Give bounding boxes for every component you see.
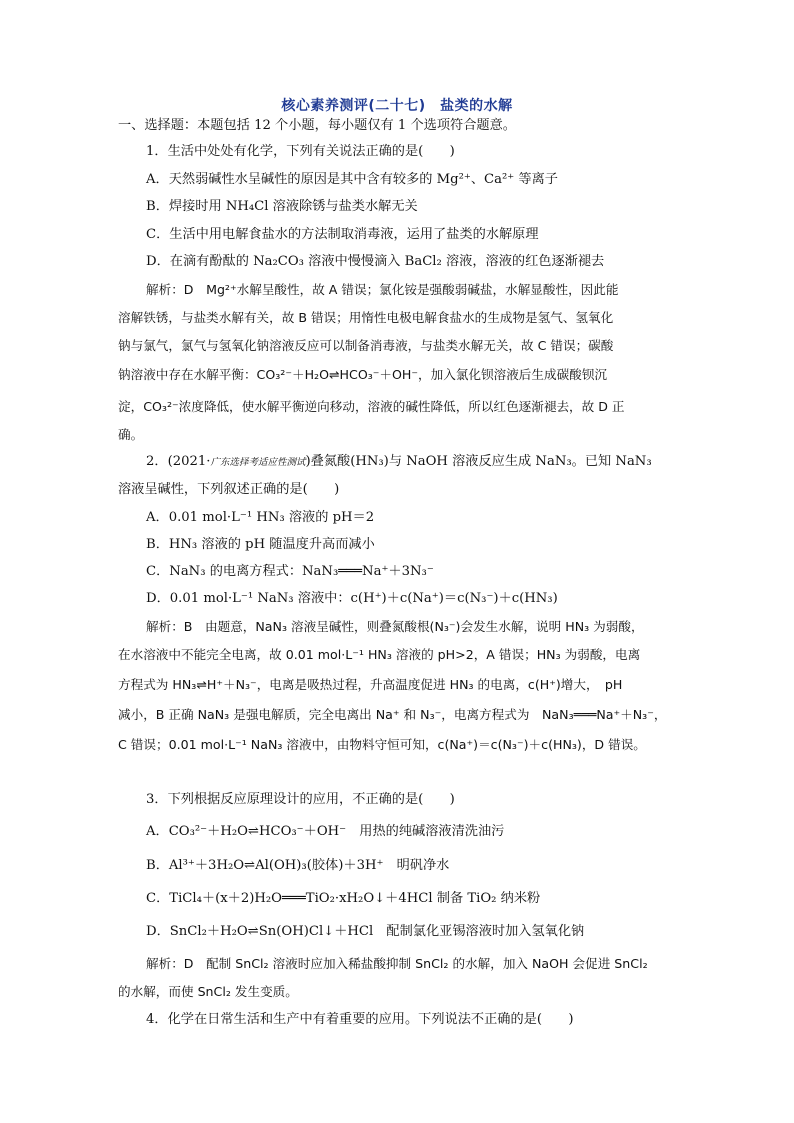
q3-option-b: B．Al³⁺＋3H₂O⇌Al(OH)₃(胶体)＋3H⁺ 明矾净水 bbox=[146, 858, 450, 873]
q1-explanation-line: 淀，CO₃²⁻浓度降低，使水解平衡逆向移动，溶液的碱性降低，所以红色逐渐褪去，故 D 正 bbox=[118, 399, 625, 414]
q1-option-a: A．天然弱碱性水呈碱性的原因是其中含有较多的 Mg²⁺、Ca²⁺ 等离子 bbox=[146, 172, 558, 187]
q1-explanation-line: 钠与氯气，氯气与氢氧化钠溶液反应可以制备消毒液，与盐类水解无关，故 C 错误；碳酸 bbox=[118, 338, 614, 353]
q3-stem: 3．下列根据反应原理设计的应用，不正确的是( ) bbox=[146, 792, 455, 807]
q2-source-tag: 广东选择考适应性测试 bbox=[210, 457, 306, 468]
q2-explanation-line: 减小，B 正确 NaN₃ 是强电解质，完全电离出 Na⁺ 和 N₃⁻，电离方程式为 NaN₃═══Na⁺＋N₃⁻， bbox=[118, 707, 667, 722]
q2-option-a: A．0.01 mol·L⁻¹ HN₃ 溶液的 pH＝2 bbox=[146, 510, 375, 525]
q3-explanation-line: 解析：D 配制 SnCl₂ 溶液时应加入稀盐酸抑制 SnCl₂ 的水解，加入 NaOH 会促进 SnCl₂ bbox=[146, 956, 648, 971]
q1-option-b: B．焊接时用 NH₄Cl 溶液除锈与盐类水解无关 bbox=[146, 199, 418, 214]
section-heading: 一、选择题：本题包括 12 个小题，每小题仅有 1 个选项符合题意。 bbox=[118, 118, 516, 133]
q2-explanation-line: 在水溶液中不能完全电离，故 0.01 mol·L⁻¹ HN₃ 溶液的 pH>2，A 错误；HN₃ 为弱酸，电离 bbox=[118, 647, 641, 662]
q2-option-c: C．NaN₃ 的电离方程式：NaN₃═══Na⁺＋3N₃⁻ bbox=[146, 564, 434, 579]
q2-option-b: B．HN₃ 溶液的 pH 随温度升高而减小 bbox=[146, 537, 375, 552]
q1-explanation-line: 溶解铁锈，与盐类水解有关，故 B 错误；用惰性电极电解食盐水的生成物是氢气、氢氧化 bbox=[118, 310, 614, 325]
q2-stem bbox=[146, 453, 652, 472]
q3-option-d: D．SnCl₂＋H₂O⇌Sn(OH)Cl↓＋HCl 配制氯化亚锡溶液时加入氢氧化钠 bbox=[146, 924, 585, 939]
q1-option-d: D．在滴有酚酞的 Na₂CO₃ 溶液中慢慢滴入 BaCl₂ 溶液，溶液的红色逐渐褪去 bbox=[146, 254, 605, 269]
q2-explanation-line: C 错误；0.01 mol·L⁻¹ NaN₃ 溶液中，由物料守恒可知，c(Na⁺)＝c(N₃⁻)＋c(HN₃)，D 错误。 bbox=[118, 737, 646, 752]
q2-option-d: D．0.01 mol·L⁻¹ NaN₃ 溶液中：c(H⁺)＋c(Na⁺)＝c(N₃⁻)＋c(HN₃) bbox=[146, 591, 558, 606]
q1-stem: 1．生活中处处有化学，下列有关说法正确的是( ) bbox=[146, 144, 455, 159]
q3-explanation-line: 的水解，而使 SnCl₂ 发生变质。 bbox=[118, 984, 298, 999]
q1-option-c: C．生活中用电解食盐水的方法制取消毒液，运用了盐类的水解原理 bbox=[146, 227, 539, 242]
q2-stem-prefix: 2．(2021· bbox=[146, 454, 211, 469]
q1-explanation-line: 解析：D Mg²⁺水解呈酸性，故 A 错误；氯化铵是强酸弱碱盐，水解显酸性，因此能 bbox=[146, 282, 619, 297]
q1-explanation-line: 钠溶液中存在水解平衡：CO₃²⁻＋H₂O⇌HCO₃⁻＋OH⁻，加入氯化钡溶液后生成碳酸钡沉 bbox=[118, 367, 607, 382]
q2-stem-text: )叠氮酸(HN₃)与 NaOH 溶液反应生成 NaN₃。已知 NaN₃ bbox=[305, 454, 652, 469]
q1-explanation-line: 确。 bbox=[118, 427, 144, 442]
q2-explanation-line: 解析：B 由题意，NaN₃ 溶液呈碱性，则叠氮酸根(N₃⁻)会发生水解，说明 HN₃ 为弱酸， bbox=[146, 619, 644, 634]
q4-stem: 4．化学在日常生活和生产中有着重要的应用。下列说法不正确的是( ) bbox=[146, 1012, 574, 1027]
q2-stem-line2: 溶液呈碱性，下列叙述正确的是( ) bbox=[118, 482, 340, 497]
page-title: 核心素养测评(二十七) 盐类的水解 bbox=[281, 98, 513, 114]
q3-option-c: C．TiCl₄＋(x＋2)H₂O═══TiO₂·xH₂O↓＋4HCl 制备 TiO₂ 纳米粉 bbox=[146, 891, 541, 906]
q2-explanation-line: 方程式为 HN₃⇌H⁺＋N₃⁻，电离是吸热过程，升高温度促进 HN₃ 的电离，c(H⁺)增大， pH bbox=[118, 677, 623, 692]
q3-option-a: A．CO₃²⁻＋H₂O⇌HCO₃⁻＋OH⁻ 用热的纯碱溶液清洗油污 bbox=[146, 824, 505, 839]
